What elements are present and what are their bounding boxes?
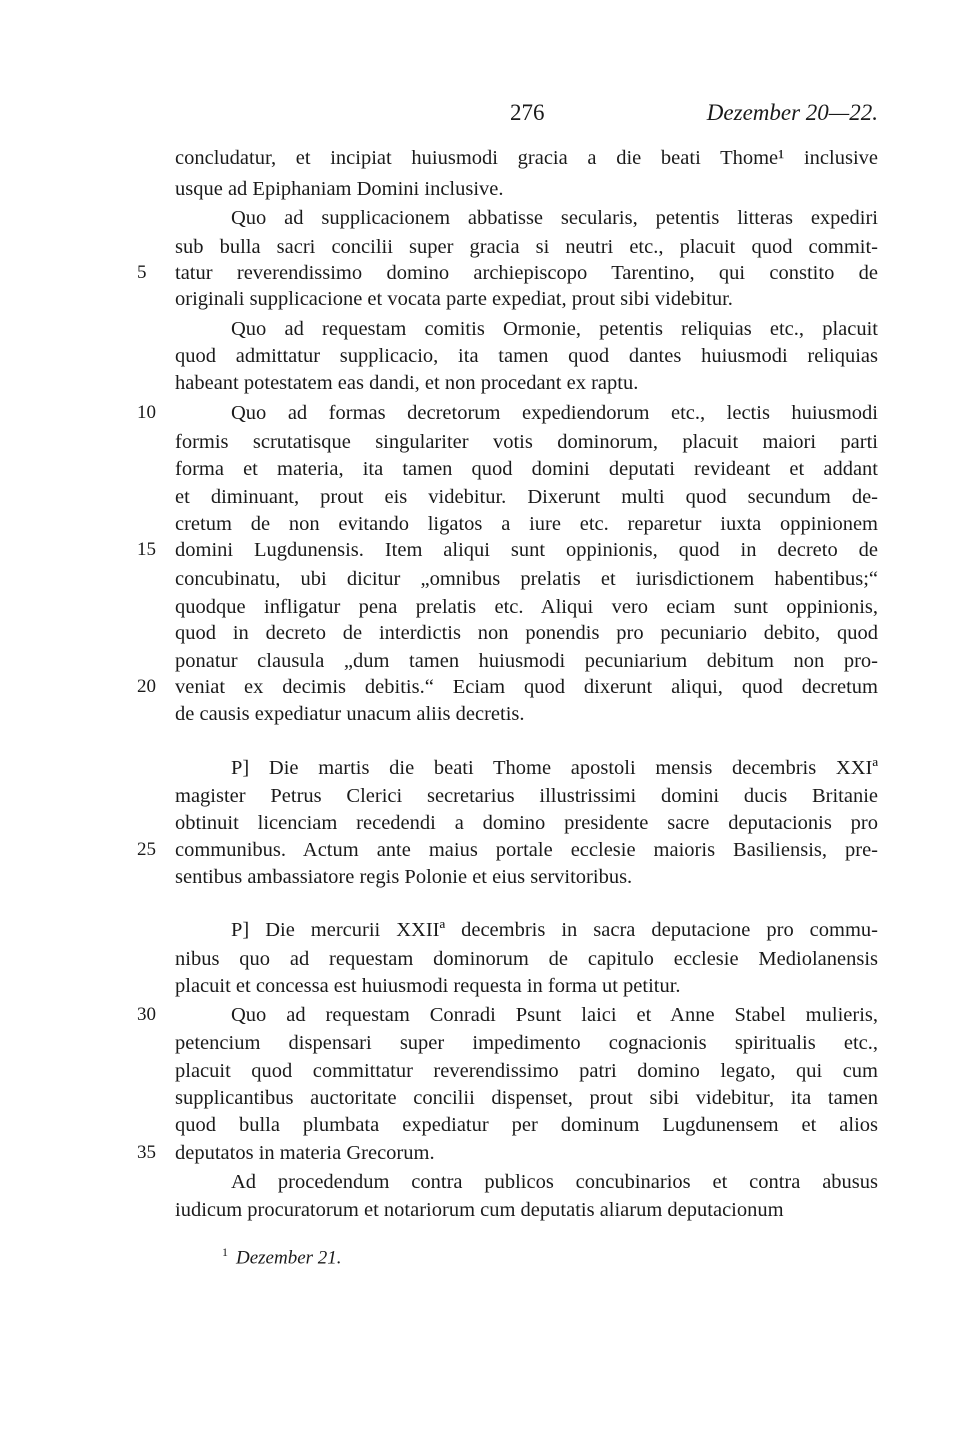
text-line: concludatur, et incipiat huiusmodi gracia a die beati Thome¹ inclusive [175,147,878,169]
text-line: tatur reverendissimo domino archiepiscopo Tarentino, qui constito de [175,262,878,284]
text-line: concubinatu, ubi dicitur „omnibus prelatis et iurisdictionem habentibus;“ [175,568,878,590]
line-number: 5 [137,262,147,283]
text-line: magister Petrus Clerici secretarius illustrissimi domini ducis Britanie [175,785,878,807]
text-line: ponatur clausula „dum tamen huiusmodi pecuniarium debitum non pro- [175,650,878,672]
text-line: Quo ad formas decretorum expediendorum etc., lectis huiusmodi [231,402,878,424]
text-line: originali supplicacione et vocata parte expediat, prout sibi videbitur. [175,288,733,310]
line-number: 30 [137,1004,156,1025]
text-line: placuit et concessa est huiusmodi requesta in forma ut petitur. [175,975,681,997]
text-line: petencium dispensari super impedimento cognacionis spiritualis etc., [175,1032,878,1054]
text-line: quod admittatur supplicacio, ita tamen quod dantes huiusmodi reliquias [175,345,878,367]
text-line: placuit quod committatur reverendissimo patri domino legato, qui cum [175,1060,878,1082]
text-line: Quo ad requestam comitis Ormonie, petentis reliquias etc., placuit [231,318,878,340]
footnote-text: Dezember 21. [236,1247,342,1269]
line-number: 35 [137,1142,156,1163]
text-line: domini Lugdunensis. Item aliqui sunt oppinionis, quod in decreto de [175,539,878,561]
text-line: habeant potestatem eas dandi, et non procedant ex raptu. [175,372,639,394]
text-line: usque ad Epiphaniam Domini inclusive. [175,178,504,200]
text-line: obtinuit licenciam recedendi a domino presidente sacre deputacionis pro [175,812,878,834]
text-line: Quo ad supplicacionem abbatisse secularis, petentis litteras expediri [231,207,878,229]
text-line: Ad procedendum contra publicos concubinarios et contra abusus [231,1171,878,1193]
running-title: Dezember 20—22. [706,100,878,125]
page-header [0,100,960,134]
text-line: cretum de non evitando ligatos a iure etc. reparetur iuxta oppinionem [175,513,878,535]
text-line: sub bulla sacri concilii super gracia si neutri etc., placuit quod commit- [175,236,878,258]
text-line: formis scrutatisque singulariter votis dominorum, placuit maiori parti [175,431,878,453]
footnote [222,1236,342,1274]
text-line: supplicantibus auctoritate concilii dispenset, prout sibi videbitur, ita tamen [175,1087,878,1109]
text-line: Quo ad requestam Conradi Psunt laici et Anne Stabel mulieris, [231,1004,878,1026]
text-line: de causis expediatur unacum aliis decretis. [175,703,525,725]
line-number: 15 [137,539,156,560]
text-line: deputatos in materia Grecorum. [175,1142,435,1164]
page-number: 276 [510,100,545,125]
text-line: iudicum procuratorum et notariorum cum deputatis aliarum deputacionum [175,1199,784,1221]
text-line: veniat ex decimis debitis.“ Eciam quod dixerunt aliqui, quod decretum [175,676,878,698]
text-line: P] Die mercurii XXIIª decembris in sacra deputacione pro commu- [231,919,878,941]
line-number: 10 [137,402,156,423]
line-number: 20 [137,676,156,697]
text-line: nibus quo ad requestam dominorum de capitulo ecclesie Mediolanensis [175,948,878,970]
line-number: 25 [137,839,156,860]
footnote-mark: 1 [222,1245,228,1259]
text-line: communibus. Actum ante maius portale ecclesie maioris Basiliensis, pre- [175,839,878,861]
text-line: P] Die martis die beati Thome apostoli mensis decembris XXIª [231,757,878,779]
text-line: quodque infligatur pena prelatis etc. Aliqui vero eciam sunt oppinionis, [175,596,878,618]
text-line: quod bulla plumbata expediatur per dominum Lugdunensem et alios [175,1114,878,1136]
text-line: sentibus ambassiatore regis Polonie et eius servitoribus. [175,866,633,888]
text-line: quod in decreto de interdictis non ponendis pro pecuniario debito, quod [175,622,878,644]
text-line: et diminuant, prout eis videbitur. Dixerunt multi quod secundum de- [175,486,878,508]
text-line: forma et materia, ita tamen quod domini deputati revideant et addant [175,458,878,480]
